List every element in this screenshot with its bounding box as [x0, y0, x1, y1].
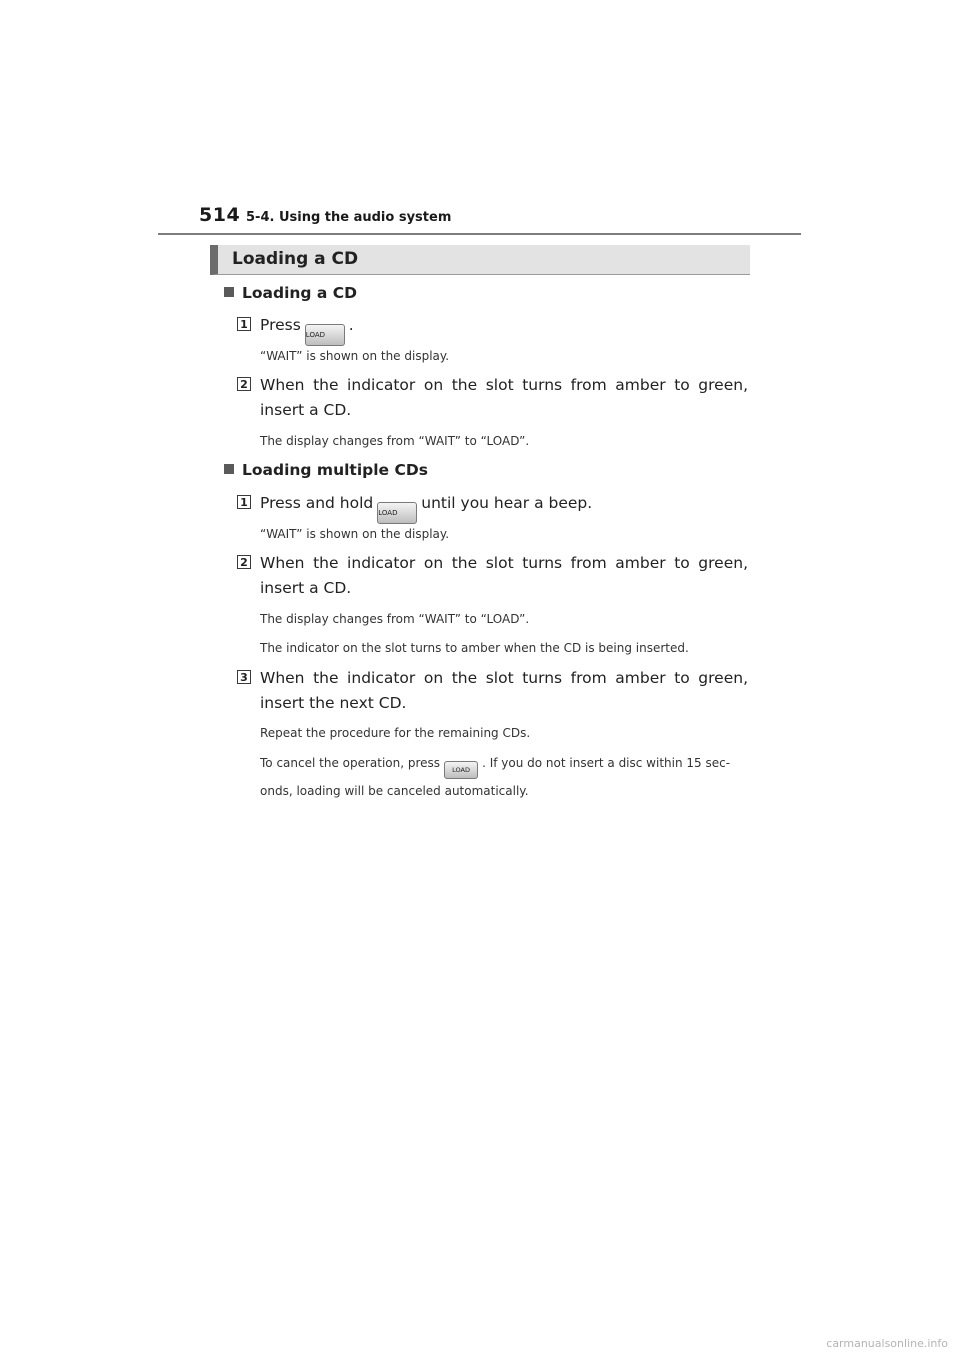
step-note: “WAIT” is shown on the display. [260, 527, 450, 541]
load-button[interactable]: LOAD [305, 324, 345, 346]
step-note: Repeat the procedure for the remaining CDs. [260, 726, 531, 740]
header-rule [158, 233, 801, 235]
watermark: carmanualsonline.info [826, 1337, 948, 1350]
step-number: 1 [237, 495, 251, 509]
step-note-cancel: To cancel the operation, press LOAD . If you do not insert a disc within 15 sec-onds, loading will be canceled automatically. [260, 756, 731, 798]
step-number: 3 [237, 670, 251, 684]
step-text: Press and holdLOADuntil you hear a beep. [260, 491, 748, 524]
chapter-section: 5-4. Using the audio system [246, 210, 452, 225]
step-note: The indicator on the slot turns to amber when the CD is being inserted. [260, 641, 689, 655]
subsection-heading-loading-multiple: Loading multiple CDs [224, 461, 428, 479]
load-button[interactable]: LOAD [444, 761, 478, 779]
step-text: When the indicator on the slot turns from amber to green, insert a CD. [260, 554, 748, 597]
section-title: Loading a CD [232, 249, 359, 269]
step-number: 1 [237, 317, 251, 331]
square-bullet-icon [224, 464, 234, 474]
section-bar [210, 245, 750, 275]
step-text: When the indicator on the slot turns from amber to green, insert the next CD. [260, 669, 748, 712]
step-note: The display changes from “WAIT” to “LOAD”. [260, 612, 530, 626]
step-text: PressLOAD. [260, 313, 748, 346]
page-number: 514 [199, 204, 241, 226]
square-bullet-icon [224, 287, 234, 297]
step-note: “WAIT” is shown on the display. [260, 349, 450, 363]
step-note: The display changes from “WAIT” to “LOAD”. [260, 434, 530, 448]
subsection-heading-loading-cd: Loading a CD [224, 284, 357, 302]
step-number: 2 [237, 555, 251, 569]
load-button[interactable]: LOAD [377, 502, 417, 524]
step-number: 2 [237, 377, 251, 391]
step-text: When the indicator on the slot turns from amber to green, insert a CD. [260, 376, 748, 419]
